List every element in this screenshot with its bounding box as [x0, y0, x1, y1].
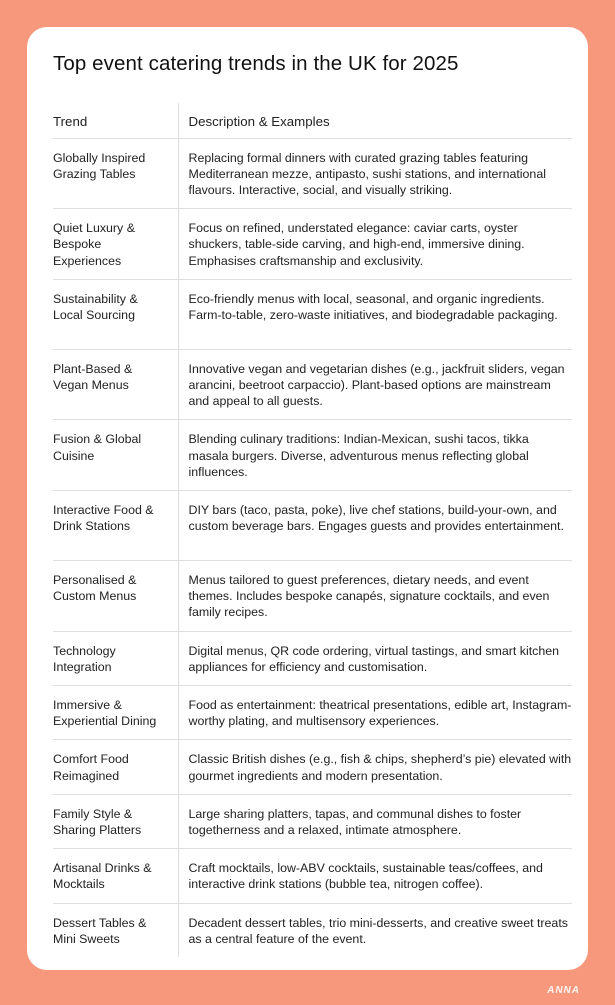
- trend-name: Family Style & Sharing Platters: [53, 794, 178, 848]
- table-row: [53, 560, 572, 631]
- trend-name: Plant-Based & Vegan Menus: [53, 349, 178, 420]
- trend-description: Blending culinary traditions: Indian-Mexican, sushi tacos, tikka masala burgers. Diverse, adventurous menus reflecting global influences.: [178, 420, 572, 491]
- trend-name: Technology Integration: [53, 631, 178, 685]
- trend-description: Food as entertainment: theatrical presentations, edible art, Instagram-worthy plating, and multisensory experiences.: [178, 685, 572, 739]
- page-title: Top event catering trends in the UK for 2025: [53, 52, 459, 75]
- brand-logo: ANNA: [547, 985, 580, 996]
- table-row: [53, 849, 572, 903]
- table-row: [53, 631, 572, 685]
- trend-name: Personalised & Custom Menus: [53, 560, 178, 631]
- trend-name: Artisanal Drinks & Mocktails: [53, 849, 178, 903]
- table-row: [53, 138, 572, 209]
- content-card: [27, 27, 588, 970]
- trend-name: Interactive Food & Drink Stations: [53, 490, 178, 560]
- trend-description: Classic British dishes (e.g., fish & chips, shepherd’s pie) elevated with gourmet ingredients and modern presentation.: [178, 740, 572, 794]
- trend-name: Globally Inspired Grazing Tables: [53, 138, 178, 209]
- table-row: [53, 903, 572, 957]
- trend-description: Craft mocktails, low-ABV cocktails, sustainable teas/coffees, and interactive drink stations (bubble tea, nitrogen coffee).: [178, 849, 572, 903]
- table-header-row: [53, 103, 572, 138]
- trend-description: Eco-friendly menus with local, seasonal, and organic ingredients. Farm-to-table, zero-waste initiatives, and biodegradable packaging.: [178, 279, 572, 349]
- trend-name: Dessert Tables & Mini Sweets: [53, 903, 178, 957]
- table-row: [53, 209, 572, 280]
- trend-description: Menus tailored to guest preferences, dietary needs, and event themes. Includes bespoke canapés, signature cocktails, and even family recipes.: [178, 560, 572, 631]
- table-row: [53, 349, 572, 420]
- trend-name: Sustainability & Local Sourcing: [53, 279, 178, 349]
- trend-name: Comfort Food Reimagined: [53, 740, 178, 794]
- trend-description: Decadent dessert tables, trio mini-desserts, and creative sweet treats as a central feature of the event.: [188, 915, 568, 946]
- trend-description: DIY bars (taco, pasta, poke), live chef stations, build-your-own, and custom beverage bars. Engages guests and provides entertainment.: [178, 490, 572, 560]
- trend-description: Replacing formal dinners with curated grazing tables featuring Mediterranean mezze, antipasto, sushi stations, and international flavours. Interactive, social, and visually striking.: [178, 138, 572, 209]
- trend-name: Immersive & Experiential Dining: [53, 685, 178, 739]
- trend-name: Quiet Luxury & Bespoke Experiences: [53, 209, 178, 280]
- table-row: [53, 794, 572, 848]
- table-row: [53, 740, 572, 794]
- column-header-description: Description & Examples: [178, 103, 572, 138]
- table-row: [53, 490, 572, 560]
- trend-description: Digital menus, QR code ordering, virtual tastings, and smart kitchen appliances for efficiency and customisation.: [178, 631, 572, 685]
- column-header-trend: Trend: [53, 103, 178, 138]
- trend-description: Large sharing platters, tapas, and communal dishes to foster togetherness and a relaxed, intimate atmosphere.: [178, 794, 572, 848]
- trend-name: Fusion & Global Cuisine: [53, 420, 178, 491]
- table-row: [53, 685, 572, 739]
- trend-description: Focus on refined, understated elegance: caviar carts, oyster shuckers, table-side carving, and high-end, immersive dining. Emphasises craftsmanship and exclusivity.: [178, 209, 572, 280]
- table-row: [53, 420, 572, 491]
- trend-description: Innovative vegan and vegetarian dishes (e.g., jackfruit sliders, vegan arancini, beetroot carpaccio). Plant-based options are mainstream and appeal to all guests.: [178, 349, 572, 420]
- trends-table: [53, 103, 572, 957]
- table-row: [53, 279, 572, 349]
